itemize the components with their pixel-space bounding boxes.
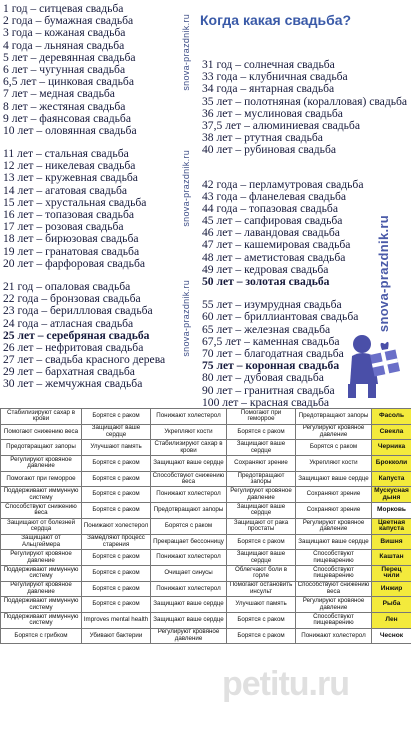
benefit-cell: Регулируют кровяное давление <box>296 424 372 440</box>
page-title: Когда какая свадьба? <box>200 12 352 28</box>
wedding-anniversary-item: 10 лет – оловянная свадьба <box>3 123 137 137</box>
wedding-anniversary-item: 43 года – фланелевая свадьба <box>202 189 347 203</box>
benefit-cell: Способствуют пищеварению <box>296 565 372 581</box>
list-gap <box>202 157 407 168</box>
benefit-cell: Прекращает бессонницу <box>151 534 227 550</box>
benefit-cell: Способствуют снижению веса <box>151 471 227 487</box>
benefit-cell: Поддерживают иммунную систему <box>1 597 82 613</box>
wedding-anniversary-item: 48 лет – аметистовая свадьба <box>202 250 346 264</box>
benefit-cell: Improves mental health <box>82 612 151 628</box>
benefit-cell: Предотвращают запоры <box>1 440 82 456</box>
wedding-anniversary-item: 40 лет – рубиновая свадьба <box>202 143 337 157</box>
benefit-cell: Защищают ваше сердце <box>227 550 296 566</box>
benefit-cell: Защищают ваше сердце <box>151 456 227 472</box>
wedding-anniversary-item: 17 лет – розовая свадьба <box>3 220 124 234</box>
wedding-anniversary-item: 36 лет – муслиновая свадьба <box>202 106 343 120</box>
wedding-anniversary-item: 15 лет – хрустальная свадьба <box>3 195 147 209</box>
wedding-anniversary-item: 44 года – топазовая свадьба <box>202 201 338 215</box>
wedding-anniversary-item: 33 года – клубничная свадьба <box>202 70 348 84</box>
benefit-cell: Способствуют пищеварению <box>296 550 372 566</box>
benefit-cell: Борятся с раком <box>296 440 372 456</box>
wedding-anniversary-item: 23 года – бериллловая свадьба <box>3 304 153 318</box>
table-row <box>1 581 411 597</box>
benefit-cell: Предотвращают запоры <box>151 503 227 519</box>
wedding-anniversary-item: 3 года – кожаная свадьба <box>3 26 126 40</box>
wedding-anniversary-item: 9 лет – фаянсовая свадьба <box>3 111 131 125</box>
benefit-cell: Убивают бактерии <box>82 628 151 644</box>
wedding-anniversary-item: 34 года – янтарная свадьба <box>202 82 335 96</box>
benefit-cell: Облегчают боли в горле <box>227 565 296 581</box>
benefit-cell: Помогают при геморрое <box>1 471 82 487</box>
food-name-cell: Чеснок <box>372 628 411 644</box>
wedding-anniversary-item: 21 год – опаловая свадьба <box>3 279 131 293</box>
benefit-cell: Сохраняют зрение <box>296 503 372 519</box>
wedding-list-left-column <box>3 3 183 391</box>
benefit-cell: Предотвращают запоры <box>227 471 296 487</box>
benefit-cell: Способствуют снижению веса <box>1 503 82 519</box>
wedding-anniversary-item: 31 год – солнечная свадьба <box>202 58 335 71</box>
wedding-anniversary-item: 16 лет – топазовая свадьба <box>3 208 134 221</box>
table-row <box>1 628 411 644</box>
wedding-anniversary-item: 42 года – перламутровая свадьба <box>202 177 364 191</box>
benefit-cell: Борятся с раком <box>227 534 296 550</box>
table-row <box>1 409 411 425</box>
benefit-cell: Борятся с раком <box>227 628 296 644</box>
benefit-cell: Борятся с раком <box>227 612 296 628</box>
benefit-cell: Защищают ваше сердце <box>82 424 151 440</box>
benefit-cell: Защищают ваше сердце <box>227 503 296 519</box>
wedding-anniversary-item: 1 год – ситцевая свадьба <box>3 2 124 15</box>
food-name-cell: Фасоль <box>372 409 411 425</box>
benefit-cell: Регулируют кровяное давление <box>296 597 372 613</box>
wedding-anniversary-item: 2 года – бумажная свадьба <box>3 14 134 28</box>
wedding-anniversary-item: 70 лет – благодатная свадьба <box>202 346 344 360</box>
wedding-anniversary-item: 38 лет – ртутная свадьба <box>202 131 323 145</box>
benefit-cell: Защищают от Альцгеймера <box>1 534 82 550</box>
wedding-anniversary-item: 4 года – льняная свадьба <box>3 38 125 52</box>
food-name-cell: Цветная капуста <box>372 518 411 534</box>
wedding-anniversary-item: 22 года – бронзовая свадьба <box>3 292 141 306</box>
benefit-cell: Борятся с раком <box>82 503 151 519</box>
bottom-watermark: petitu.ru <box>222 665 349 703</box>
wedding-anniversary-item: 30 лет – жемчужная свадьба <box>3 377 143 391</box>
food-name-cell: Рыба <box>372 597 411 613</box>
wedding-anniversary-item: 37,5 лет – алюминиевая свадьба <box>202 118 360 132</box>
wedding-anniversary-item: 25 лет – серебряная свадьба <box>3 328 150 342</box>
benefit-cell: Сохраняют зрение <box>296 487 372 503</box>
benefit-cell: Улучшают память <box>227 597 296 613</box>
food-name-cell: Вишня <box>372 534 411 550</box>
benefit-cell: Понижают холестерол <box>151 487 227 503</box>
benefit-cell: Защищают ваше сердце <box>151 597 227 613</box>
wedding-anniversary-item: 65 лет – железная свадьба <box>202 322 331 336</box>
wedding-anniversary-item: 20 лет – фарфоровая свадьба <box>3 256 145 270</box>
benefit-cell: Понижают холестерол <box>82 518 151 534</box>
benefit-cell: Регулируют кровяное давление <box>1 581 82 597</box>
table-row <box>1 487 411 503</box>
table-row <box>1 612 411 628</box>
mascot-gift-icon <box>338 322 408 402</box>
food-name-cell: Брокколи <box>372 456 411 472</box>
benefit-cell: Помогают остановить инсульт <box>227 581 296 597</box>
wedding-anniversary-item: 26 лет – нефритовая свадьба <box>3 340 144 354</box>
benefit-cell: Укрепляют кости <box>296 456 372 472</box>
wedding-anniversary-item: 45 лет – сапфировая свадьба <box>202 214 343 228</box>
benefit-cell: Способствуют пищеварению <box>296 612 372 628</box>
table-row <box>1 534 411 550</box>
wedding-anniversary-item: 7 лет – медная свадьба <box>3 87 115 101</box>
benefit-cell: Борятся с раком <box>82 409 151 425</box>
benefit-cell: Сохраняют зрение <box>227 456 296 472</box>
food-name-cell: Мускусная дыня <box>372 487 411 503</box>
wedding-anniversary-item: 49 лет – кедровая свадьба <box>202 262 329 276</box>
health-table-section <box>0 408 411 737</box>
food-name-cell: Свекла <box>372 424 411 440</box>
wedding-anniversary-item: 67,5 лет – каменная свадьба <box>202 334 340 348</box>
food-name-cell: Каштан <box>372 550 411 566</box>
watermark-vertical-large: snova-prazdnik.ru <box>376 215 391 333</box>
benefit-cell: Борятся с раком <box>82 456 151 472</box>
wedding-anniversary-item: 46 лет – лавандовая свадьба <box>202 226 340 240</box>
table-row <box>1 424 411 440</box>
benefit-cell: Защищают ваше сердце <box>151 612 227 628</box>
table-row <box>1 471 411 487</box>
benefit-cell: Регулируют кровяное давление <box>1 456 82 472</box>
benefit-cell: Защищают от рака простаты <box>227 518 296 534</box>
benefit-cell: Понижают холестерол <box>151 550 227 566</box>
table-row <box>1 518 411 534</box>
wedding-anniversary-item: 5 лет – деревянная свадьба <box>3 50 136 64</box>
benefit-cell: Борятся с раком <box>82 487 151 503</box>
wedding-anniversary-item: 29 лет – бархатная свадьба <box>3 365 135 379</box>
benefit-cell: Стабилизируют сахар в крови <box>1 409 82 425</box>
benefit-cell: Борятся с раком <box>151 518 227 534</box>
benefit-cell: Борятся с раком <box>82 581 151 597</box>
benefit-cell: Борятся с раком <box>82 565 151 581</box>
wedding-anniversary-item: 47 лет – кашемировая свадьба <box>202 238 351 252</box>
benefit-cell: Борятся с раком <box>227 424 296 440</box>
wedding-anniversary-item: 18 лет – бирюзовая свадьба <box>3 232 139 246</box>
table-row <box>1 550 411 566</box>
benefit-cell: Замедляют процесс старения <box>82 534 151 550</box>
wedding-anniversary-item: 11 лет – стальная свадьба <box>3 147 129 161</box>
benefit-cell: Помогают при геморрое <box>227 409 296 425</box>
wedding-anniversary-item: 19 лет – гранатовая свадьба <box>3 244 140 258</box>
food-name-cell: Капуста <box>372 471 411 487</box>
benefit-cell: Предотвращают запоры <box>296 409 372 425</box>
table-row <box>1 440 411 456</box>
benefit-cell: Борятся с раком <box>82 471 151 487</box>
benefit-cell: Защищают ваше сердце <box>227 440 296 456</box>
benefit-cell: Защищают ваше сердце <box>296 534 372 550</box>
watermark-vertical: snova-prazdnik.ru <box>181 14 191 91</box>
benefit-cell: Понижают холестерол <box>151 409 227 425</box>
benefit-cell: Укрепляют кости <box>151 424 227 440</box>
watermark-vertical: snova-prazdnik.ru <box>181 280 191 357</box>
food-name-cell: Черника <box>372 440 411 456</box>
benefit-cell: Поддерживают иммунную систему <box>1 565 82 581</box>
wedding-anniversary-item: 6 лет – чугунная свадьба <box>3 62 126 76</box>
wedding-anniversary-item: 80 лет – дубовая свадьба <box>202 371 324 385</box>
table-row <box>1 456 411 472</box>
food-name-cell: Морковь <box>372 503 411 519</box>
wedding-anniversary-item: 35 лет – полотняная (коралловая) свадьба <box>202 94 408 108</box>
benefit-cell: Улучшают память <box>82 440 151 456</box>
benefit-cell: Защищают ваше сердце <box>296 471 372 487</box>
wedding-anniversary-item: 24 года – атласная свадьба <box>3 316 134 330</box>
wedding-anniversary-item: 14 лет – агатовая свадьба <box>3 183 128 197</box>
wedding-anniversary-item: 55 лет – изумрудная свадьба <box>202 298 342 312</box>
benefit-cell: Защищают от болезней сердца <box>1 518 82 534</box>
benefit-cell: Стабилизируют сахар в крови <box>151 440 227 456</box>
benefit-cell: Понижают холестерол <box>151 581 227 597</box>
wedding-anniversary-item: 6,5 лет – цинковая свадьба <box>3 75 134 89</box>
benefit-cell: Борятся с грибком <box>1 628 82 644</box>
food-name-cell: Лен <box>372 612 411 628</box>
benefit-cell: Поддерживают иммунную систему <box>1 612 82 628</box>
benefit-cell: Борятся с раком <box>82 550 151 566</box>
benefit-cell: Понижают холестерол <box>296 628 372 644</box>
wedding-anniversary-item: 75 лет – коронная свадьба <box>202 359 340 373</box>
food-name-cell: Инжир <box>372 581 411 597</box>
wedding-anniversary-item: 100 лет – красная свадьба <box>202 395 330 409</box>
benefit-cell: Регулируют кровяное давление <box>1 550 82 566</box>
wedding-anniversary-item: 8 лет – жестяная свадьба <box>3 99 126 113</box>
table-row <box>1 565 411 581</box>
benefit-cell: Поддерживают иммунную систему <box>1 487 82 503</box>
health-table <box>0 408 411 644</box>
list-gap <box>202 168 407 179</box>
wedding-anniversary-item: 50 лет – золотая свадьба <box>202 275 330 288</box>
benefit-cell: Очищает синусы <box>151 565 227 581</box>
wedding-anniversary-item: 90 лет – гранитная свадьба <box>202 383 335 397</box>
benefit-cell: Борятся с раком <box>82 597 151 613</box>
benefit-cell: Регулируют кровяное давление <box>227 487 296 503</box>
benefit-cell: Помогают снижению веса <box>1 424 82 440</box>
wedding-anniversary-item: 27 лет – свадьба красного дерева <box>3 353 166 367</box>
benefit-cell: Способствуют снижению веса <box>296 581 372 597</box>
table-row <box>1 597 411 613</box>
wedding-anniversary-item: 12 лет – никелевая свадьба <box>3 159 136 173</box>
benefit-cell: Регулируют кровяное давление <box>151 628 227 644</box>
table-row <box>1 503 411 519</box>
food-name-cell: Перец чили <box>372 565 411 581</box>
wedding-anniversary-item: 60 лет – бриллиантовая свадьба <box>202 310 359 324</box>
wedding-anniversary-item: 13 лет – кружевная свадьба <box>3 171 138 185</box>
watermark-vertical: snova-prazdnik.ru <box>181 150 191 227</box>
benefit-cell: Регулируют кровяное давление <box>296 518 372 534</box>
